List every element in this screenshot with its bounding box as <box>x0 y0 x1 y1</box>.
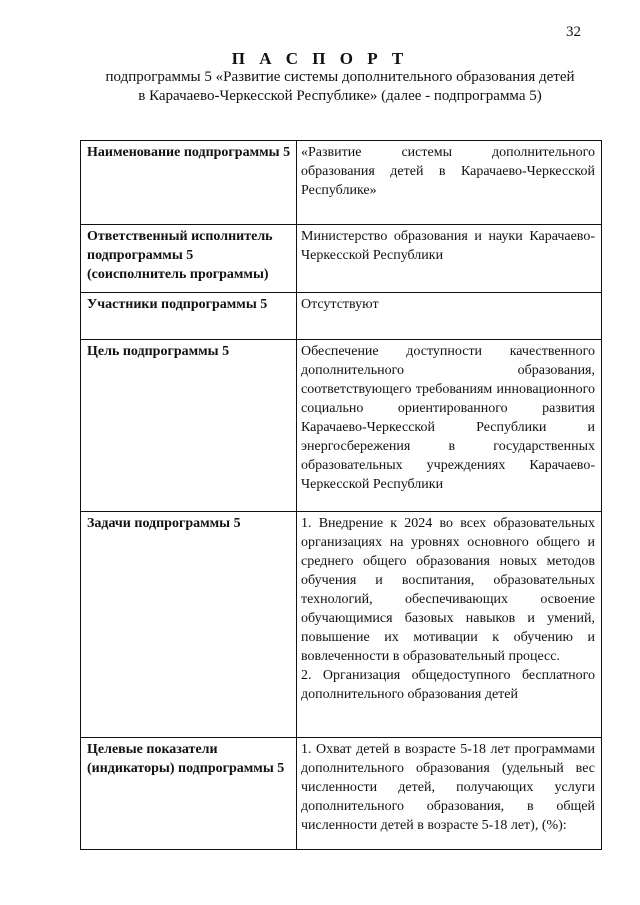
row-value <box>297 512 602 738</box>
page-number: 32 <box>566 24 581 40</box>
value-paragraph: «Развитие системы дополнительного образования детей в Карачаево-Черкесской Республике» <box>301 145 595 198</box>
row-label: Целевые показатели (индикаторы) подпрограммы 5 <box>81 738 297 850</box>
value-paragraph: 1. Охват детей в возрасте 5-18 лет программами дополнительного образования (удельный вес численности детей, получающих услуги дополнительного образования, в общей численности детей в возрасте 5-18 лет), (%): <box>301 742 595 833</box>
value-paragraph: Обеспечение доступности качественного дополнительного образования, соответствующего требованиям инновационного социально ориентированного развития Карачаево-Черкесской Республики и энергосбережения в государственных образовательных учреждениях Карачаево-Черкесской Республики <box>301 344 595 492</box>
row-value <box>297 293 602 340</box>
table-row <box>81 512 602 738</box>
document-subtitle <box>70 68 610 106</box>
table-row <box>81 141 602 225</box>
row-label: Ответственный исполнитель подпрограммы 5 (соисполнитель программы) <box>81 225 297 293</box>
row-label: Наименование подпрограммы 5 <box>81 141 297 225</box>
passport-table <box>80 140 602 850</box>
row-value <box>297 141 602 225</box>
row-value <box>297 738 602 850</box>
value-paragraph: 1. Внедрение к 2024 во всех образовательных организациях на уровнях основного общего и среднего общего образования новых методов обучения и воспитания, образовательных технологий, обеспечивающих освоение обучающимися базовых навыков и умений, повышение их мотивации к обучению и вовлеченности в образовательный процесс. <box>301 516 595 664</box>
value-paragraph: Министерство образования и науки Карачаево-Черкесской Республики <box>301 229 595 263</box>
value-paragraph: 2. Организация общедоступного бесплатного дополнительного образования детей <box>301 668 595 702</box>
table-row <box>81 225 602 293</box>
row-label: Участники подпрограммы 5 <box>81 293 297 340</box>
subtitle-line-2: в Карачаево-Черкесской Республике» (далее - подпрограмма 5) <box>138 88 542 104</box>
document-title: П А С П О Р Т <box>231 49 409 68</box>
row-value <box>297 225 602 293</box>
table-row <box>81 738 602 850</box>
row-value <box>297 340 602 512</box>
row-label: Цель подпрограммы 5 <box>81 340 297 512</box>
table-row <box>81 293 602 340</box>
subtitle-line-1: подпрограммы 5 «Развитие системы дополнительного образования детей <box>105 69 575 85</box>
table-row <box>81 340 602 512</box>
value-paragraph: Отсутствуют <box>301 297 379 312</box>
row-label: Задачи подпрограммы 5 <box>81 512 297 738</box>
